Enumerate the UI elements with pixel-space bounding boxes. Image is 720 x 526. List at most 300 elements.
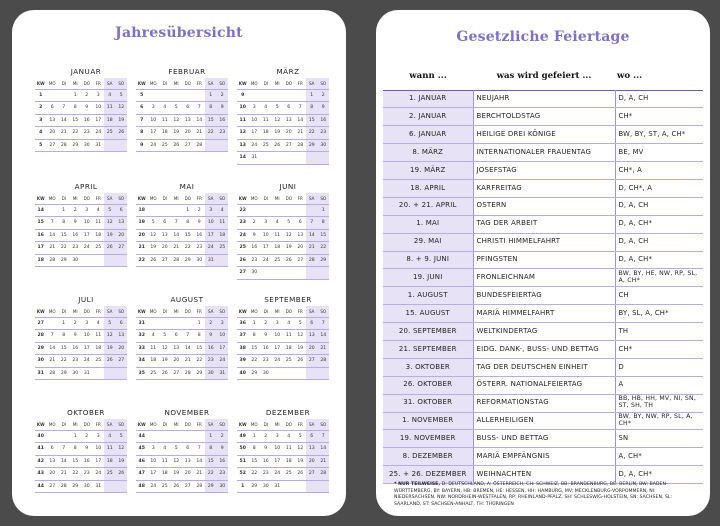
day-cell: 11 [159, 455, 171, 468]
holiday-row [383, 144, 703, 162]
weekday-label: KW [136, 419, 148, 430]
week-number: 22 [237, 204, 249, 217]
weekday-label: DI [58, 193, 70, 204]
day-cell: 8 [182, 217, 194, 230]
day-cell: 10 [148, 114, 160, 127]
day-cell: 2 [217, 430, 229, 443]
day-cell: 21 [58, 468, 70, 481]
weekday-label: SA [205, 78, 217, 89]
weekday-label: MO [148, 419, 160, 430]
weekday-header-row [136, 193, 228, 204]
day-cell [272, 152, 284, 165]
week-row [136, 430, 228, 443]
weekday-label: MO [148, 306, 160, 317]
week-row [136, 89, 228, 102]
weekday-label: DI [159, 78, 171, 89]
weekday-label: MO [47, 419, 59, 430]
day-cell [306, 152, 318, 165]
day-cell [318, 480, 330, 493]
holiday-name: WELTKINDERTAG [473, 323, 615, 341]
day-cell: 1 [306, 89, 318, 102]
day-cell: 21 [194, 468, 206, 481]
holiday-table [383, 63, 703, 484]
day-cell: 9 [217, 443, 229, 456]
day-cell: 17 [217, 342, 229, 355]
day-cell: 7 [295, 102, 307, 115]
day-cell: 25 [148, 367, 160, 380]
week-row [237, 330, 329, 343]
weekday-label: MI [272, 193, 284, 204]
holiday-date: 20. SEPTEMBER [383, 323, 473, 341]
day-cell: 20 [182, 127, 194, 140]
day-cell: 14 [318, 443, 330, 456]
day-cell: 3 [205, 204, 217, 217]
day-cell: 15 [306, 114, 318, 127]
holiday-name: FRONLEICHNAM [473, 269, 615, 287]
day-cell: 30 [70, 367, 82, 380]
weekday-header-row [136, 419, 228, 430]
day-cell: 26 [116, 468, 128, 481]
weekday-label: DI [58, 78, 70, 89]
day-cell [283, 89, 295, 102]
day-cell: 5 [171, 102, 183, 115]
day-cell: 27 [182, 480, 194, 493]
day-cell [116, 254, 128, 267]
day-cell: 9 [81, 443, 93, 456]
day-cell [260, 267, 272, 280]
weekday-label: FR [93, 419, 105, 430]
day-cell [182, 89, 194, 102]
holiday-name: HEILIGE DREI KÖNIGE [473, 126, 615, 144]
holiday-where: TH [615, 323, 703, 341]
weekday-label: FR [93, 78, 105, 89]
week-number: 44 [136, 430, 148, 443]
day-cell: 21 [171, 242, 183, 255]
holiday-where: BY, SL, A, CH* [615, 305, 703, 323]
day-cell: 2 [205, 317, 217, 330]
weekday-label: SO [318, 78, 330, 89]
day-cell: 1 [70, 89, 82, 102]
holiday-name: BERCHTOLDSTAG [473, 108, 615, 126]
week-number: 47 [136, 468, 148, 481]
footnote-text: D: DEUTSCHLAND, A: ÖSTERREICH, CH: SCHWEIZ, BB: BRANDENBURG, BE: BERLIN, BW: BADEN-WÜRTTEMBERG, BY: BAYERN, HB: BREMEN, HE: HESSEN, HH: HAMBURG, MV: MECKLENBURG-VORPOMMERN, NI: NIEDERSACHSEN, NW: NORDRHEIN-WESTFALEN, RP: RHEINLAND-PFALZ, SH: SCHLESWIG-HOLSTEIN, SN: SACHSEN, SL: SAARLAND, ST: SACHSEN-ANHALT, TH: THÜRINGEN [394, 482, 673, 507]
weekday-label: FR [194, 78, 206, 89]
day-cell [295, 480, 307, 493]
day-cell: 18 [93, 342, 105, 355]
day-cell: 8 [70, 443, 82, 456]
holiday-row [383, 90, 703, 108]
month-grid [35, 306, 127, 380]
day-cell: 21 [318, 342, 330, 355]
day-cell: 25 [217, 242, 229, 255]
holiday-date: 1. MAI [383, 215, 473, 233]
week-number: 51 [237, 455, 249, 468]
week-row [35, 342, 127, 355]
weekday-header-row [237, 419, 329, 430]
day-cell: 1 [205, 89, 217, 102]
week-number: 44 [35, 480, 47, 493]
day-cell: 7 [318, 317, 330, 330]
day-cell [306, 267, 318, 280]
day-cell: 22 [249, 355, 261, 368]
weekday-label: DI [159, 419, 171, 430]
day-cell: 3 [148, 443, 160, 456]
day-cell: 5 [272, 102, 284, 115]
day-cell: 22 [58, 355, 70, 368]
day-cell: 23 [70, 355, 82, 368]
holiday-name: NEUJAHR [473, 90, 615, 108]
day-cell [295, 204, 307, 217]
week-row [237, 480, 329, 493]
holiday-date: 1. JANUAR [383, 90, 473, 108]
week-row [136, 229, 228, 242]
footnote-lead: * NUR TEILWEISE, [394, 482, 441, 487]
day-cell [283, 267, 295, 280]
day-cell: 18 [283, 455, 295, 468]
day-cell: 31 [217, 367, 229, 380]
day-cell: 2 [260, 430, 272, 443]
week-row [237, 443, 329, 456]
day-cell: 22 [205, 468, 217, 481]
weekday-label: SA [205, 419, 217, 430]
day-cell [295, 267, 307, 280]
day-cell: 1 [58, 204, 70, 217]
day-cell: 25 [283, 468, 295, 481]
day-cell: 14 [295, 114, 307, 127]
day-cell [171, 204, 183, 217]
week-row [136, 468, 228, 481]
day-cell: 10 [93, 443, 105, 456]
day-cell: 26 [171, 480, 183, 493]
day-cell: 23 [205, 355, 217, 368]
day-cell [104, 139, 116, 152]
holiday-date: 18. APRIL [383, 179, 473, 197]
weekday-label: KW [237, 193, 249, 204]
day-cell [249, 204, 261, 217]
day-cell: 7 [318, 430, 330, 443]
holiday-where: BW, BY, ST, A, CH* [615, 126, 703, 144]
day-cell: 10 [93, 102, 105, 115]
day-cell: 30 [260, 367, 272, 380]
weekday-label: KW [35, 306, 47, 317]
week-number: 16 [35, 229, 47, 242]
week-row [136, 254, 228, 267]
weekday-label: MO [148, 193, 160, 204]
day-cell: 3 [260, 217, 272, 230]
day-cell: 8 [205, 443, 217, 456]
day-cell: 27 [47, 480, 59, 493]
day-cell: 18 [93, 229, 105, 242]
day-cell: 26 [295, 355, 307, 368]
day-cell: 26 [272, 139, 284, 152]
week-row [136, 455, 228, 468]
day-cell: 22 [306, 127, 318, 140]
day-cell: 1 [194, 317, 206, 330]
weekday-label: MI [272, 78, 284, 89]
weekday-label: SA [205, 306, 217, 317]
day-cell: 24 [81, 242, 93, 255]
day-cell: 23 [260, 355, 272, 368]
weekday-label: FR [295, 306, 307, 317]
day-cell: 13 [171, 342, 183, 355]
day-cell: 18 [260, 127, 272, 140]
day-cell: 6 [283, 102, 295, 115]
holiday-row [383, 305, 703, 323]
day-cell: 27 [306, 355, 318, 368]
weekday-label: MO [249, 193, 261, 204]
month-grid [237, 78, 329, 165]
week-number: 3 [35, 114, 47, 127]
holiday-where: CH* [615, 340, 703, 358]
weekday-label: DI [159, 306, 171, 317]
day-cell [318, 367, 330, 380]
day-cell: 22 [318, 242, 330, 255]
week-row [237, 89, 329, 102]
day-cell [306, 204, 318, 217]
day-cell: 29 [205, 480, 217, 493]
day-cell: 4 [93, 204, 105, 217]
day-cell: 30 [194, 254, 206, 267]
day-cell: 9 [70, 330, 82, 343]
weekday-label: SO [318, 306, 330, 317]
day-cell: 7 [306, 217, 318, 230]
weekday-label: SA [306, 78, 318, 89]
holiday-date: 8. DEZEMBER [383, 448, 473, 466]
weekday-label: SA [205, 193, 217, 204]
week-number: 24 [237, 229, 249, 242]
day-cell [272, 89, 284, 102]
weekday-label: FR [93, 306, 105, 317]
day-cell: 2 [81, 430, 93, 443]
week-row [35, 102, 127, 115]
month-name: MÄRZ [276, 67, 300, 76]
day-cell: 31 [81, 367, 93, 380]
holiday-row [383, 376, 703, 394]
week-row [35, 242, 127, 255]
day-cell: 12 [104, 217, 116, 230]
day-cell: 9 [260, 330, 272, 343]
day-cell: 14 [47, 229, 59, 242]
day-cell: 21 [295, 127, 307, 140]
week-row [136, 330, 228, 343]
month-grid [35, 419, 127, 493]
day-cell: 21 [306, 242, 318, 255]
holiday-where: D, A, CH* [615, 251, 703, 269]
day-cell: 15 [182, 229, 194, 242]
week-row [35, 367, 127, 380]
day-cell: 17 [148, 127, 160, 140]
day-cell: 31 [93, 139, 105, 152]
week-number: 4 [35, 127, 47, 140]
day-cell: 15 [58, 342, 70, 355]
month-4 [136, 181, 228, 267]
day-cell: 3 [272, 317, 284, 330]
weekday-label: DO [182, 193, 194, 204]
day-cell: 13 [47, 114, 59, 127]
page-title-holidays: Gesetzliche Feiertage [456, 29, 630, 45]
header-what: was wird gefeiert ... [496, 71, 592, 82]
week-number: 18 [35, 254, 47, 267]
weekday-label: SO [217, 306, 229, 317]
weekday-label: DO [182, 78, 194, 89]
day-cell: 30 [249, 267, 261, 280]
month-grid [237, 419, 329, 493]
week-row [35, 254, 127, 267]
weekday-label: MI [171, 78, 183, 89]
weekday-label: DO [81, 419, 93, 430]
day-cell: 24 [148, 480, 160, 493]
week-number: 48 [136, 480, 148, 493]
day-cell: 12 [295, 330, 307, 343]
day-cell: 9 [205, 330, 217, 343]
week-row [136, 355, 228, 368]
week-number: 10 [237, 102, 249, 115]
weekday-header-row [136, 306, 228, 317]
day-cell [295, 152, 307, 165]
week-row [237, 229, 329, 242]
day-cell [58, 89, 70, 102]
day-cell: 17 [249, 127, 261, 140]
week-number: 41 [35, 443, 47, 456]
day-cell: 20 [116, 342, 128, 355]
week-row [237, 468, 329, 481]
day-cell: 21 [47, 355, 59, 368]
day-cell: 29 [194, 367, 206, 380]
weekday-label: KW [136, 306, 148, 317]
week-number: 36 [237, 317, 249, 330]
month-grid [136, 78, 228, 152]
day-cell: 18 [148, 355, 160, 368]
holiday-where: CH [615, 287, 703, 305]
day-cell: 19 [104, 342, 116, 355]
week-row [237, 342, 329, 355]
week-row [237, 430, 329, 443]
day-cell: 16 [217, 455, 229, 468]
weekday-label: MO [148, 78, 160, 89]
day-cell: 1 [249, 430, 261, 443]
day-cell: 9 [194, 217, 206, 230]
week-row [136, 480, 228, 493]
week-number: 17 [35, 242, 47, 255]
header-when: wann ... [409, 71, 447, 82]
week-number: 28 [35, 330, 47, 343]
day-cell: 6 [182, 443, 194, 456]
holiday-name: OSTERN [473, 197, 615, 215]
day-cell: 10 [249, 114, 261, 127]
day-cell: 20 [47, 468, 59, 481]
holiday-date: 29. MAI [383, 233, 473, 251]
weekday-label: KW [237, 78, 249, 89]
day-cell: 18 [104, 114, 116, 127]
day-cell [116, 139, 128, 152]
weekday-label: FR [295, 419, 307, 430]
holiday-date: 20. + 21. APRIL [383, 197, 473, 215]
day-cell: 29 [306, 139, 318, 152]
day-cell: 11 [159, 114, 171, 127]
month-1 [136, 66, 228, 152]
day-cell: 7 [58, 102, 70, 115]
day-cell: 16 [260, 455, 272, 468]
day-cell: 11 [217, 217, 229, 230]
day-cell: 6 [306, 317, 318, 330]
day-cell [283, 204, 295, 217]
weekday-label: MI [171, 193, 183, 204]
week-number: 45 [136, 443, 148, 456]
month-grid [35, 78, 127, 152]
day-cell: 1 [249, 317, 261, 330]
day-cell: 8 [318, 217, 330, 230]
day-cell: 16 [205, 342, 217, 355]
day-cell: 18 [217, 229, 229, 242]
day-cell: 12 [283, 229, 295, 242]
day-cell: 30 [70, 254, 82, 267]
day-cell: 29 [249, 367, 261, 380]
weekday-label: SO [318, 419, 330, 430]
week-number: 49 [237, 430, 249, 443]
day-cell: 30 [81, 480, 93, 493]
week-row [35, 330, 127, 343]
day-cell: 30 [318, 139, 330, 152]
day-cell: 6 [47, 443, 59, 456]
day-cell: 12 [272, 114, 284, 127]
holiday-name: MARIÄ EMPFÄNGNIS [473, 448, 615, 466]
day-cell [47, 317, 59, 330]
day-cell: 26 [104, 355, 116, 368]
day-cell [159, 317, 171, 330]
day-cell: 15 [249, 342, 261, 355]
day-cell: 11 [148, 342, 160, 355]
day-cell: 15 [318, 229, 330, 242]
day-cell: 25 [93, 355, 105, 368]
week-number: 9 [237, 89, 249, 102]
day-cell: 28 [47, 254, 59, 267]
day-cell: 8 [249, 330, 261, 343]
day-cell: 25 [93, 242, 105, 255]
weekday-label: MI [171, 419, 183, 430]
day-cell: 13 [47, 455, 59, 468]
day-cell: 16 [81, 455, 93, 468]
week-row [237, 204, 329, 217]
weekday-label: DI [260, 419, 272, 430]
holiday-row [383, 251, 703, 269]
holiday-name: EIDG. DANK-, BUSS- UND BETTAG [473, 340, 615, 358]
day-cell: 13 [295, 229, 307, 242]
day-cell: 3 [81, 317, 93, 330]
day-cell [148, 204, 160, 217]
day-cell: 20 [283, 127, 295, 140]
holiday-name: BUSS- UND BETTAG [473, 430, 615, 448]
day-cell: 11 [283, 443, 295, 456]
day-cell: 21 [47, 242, 59, 255]
weekday-label: MI [70, 306, 82, 317]
day-cell: 23 [249, 254, 261, 267]
day-cell: 3 [148, 102, 160, 115]
day-cell [205, 139, 217, 152]
day-cell: 11 [260, 114, 272, 127]
day-cell [283, 367, 295, 380]
day-cell: 10 [272, 330, 284, 343]
day-cell: 31 [93, 480, 105, 493]
day-cell: 28 [295, 139, 307, 152]
holiday-date: 19. MÄRZ [383, 162, 473, 180]
week-number: 23 [237, 217, 249, 230]
footnote [394, 482, 694, 508]
holiday-where: D, A, CH* [615, 466, 703, 484]
weekday-header-row [35, 419, 127, 430]
month-9 [35, 407, 127, 493]
day-cell: 18 [272, 242, 284, 255]
week-row [35, 204, 127, 217]
